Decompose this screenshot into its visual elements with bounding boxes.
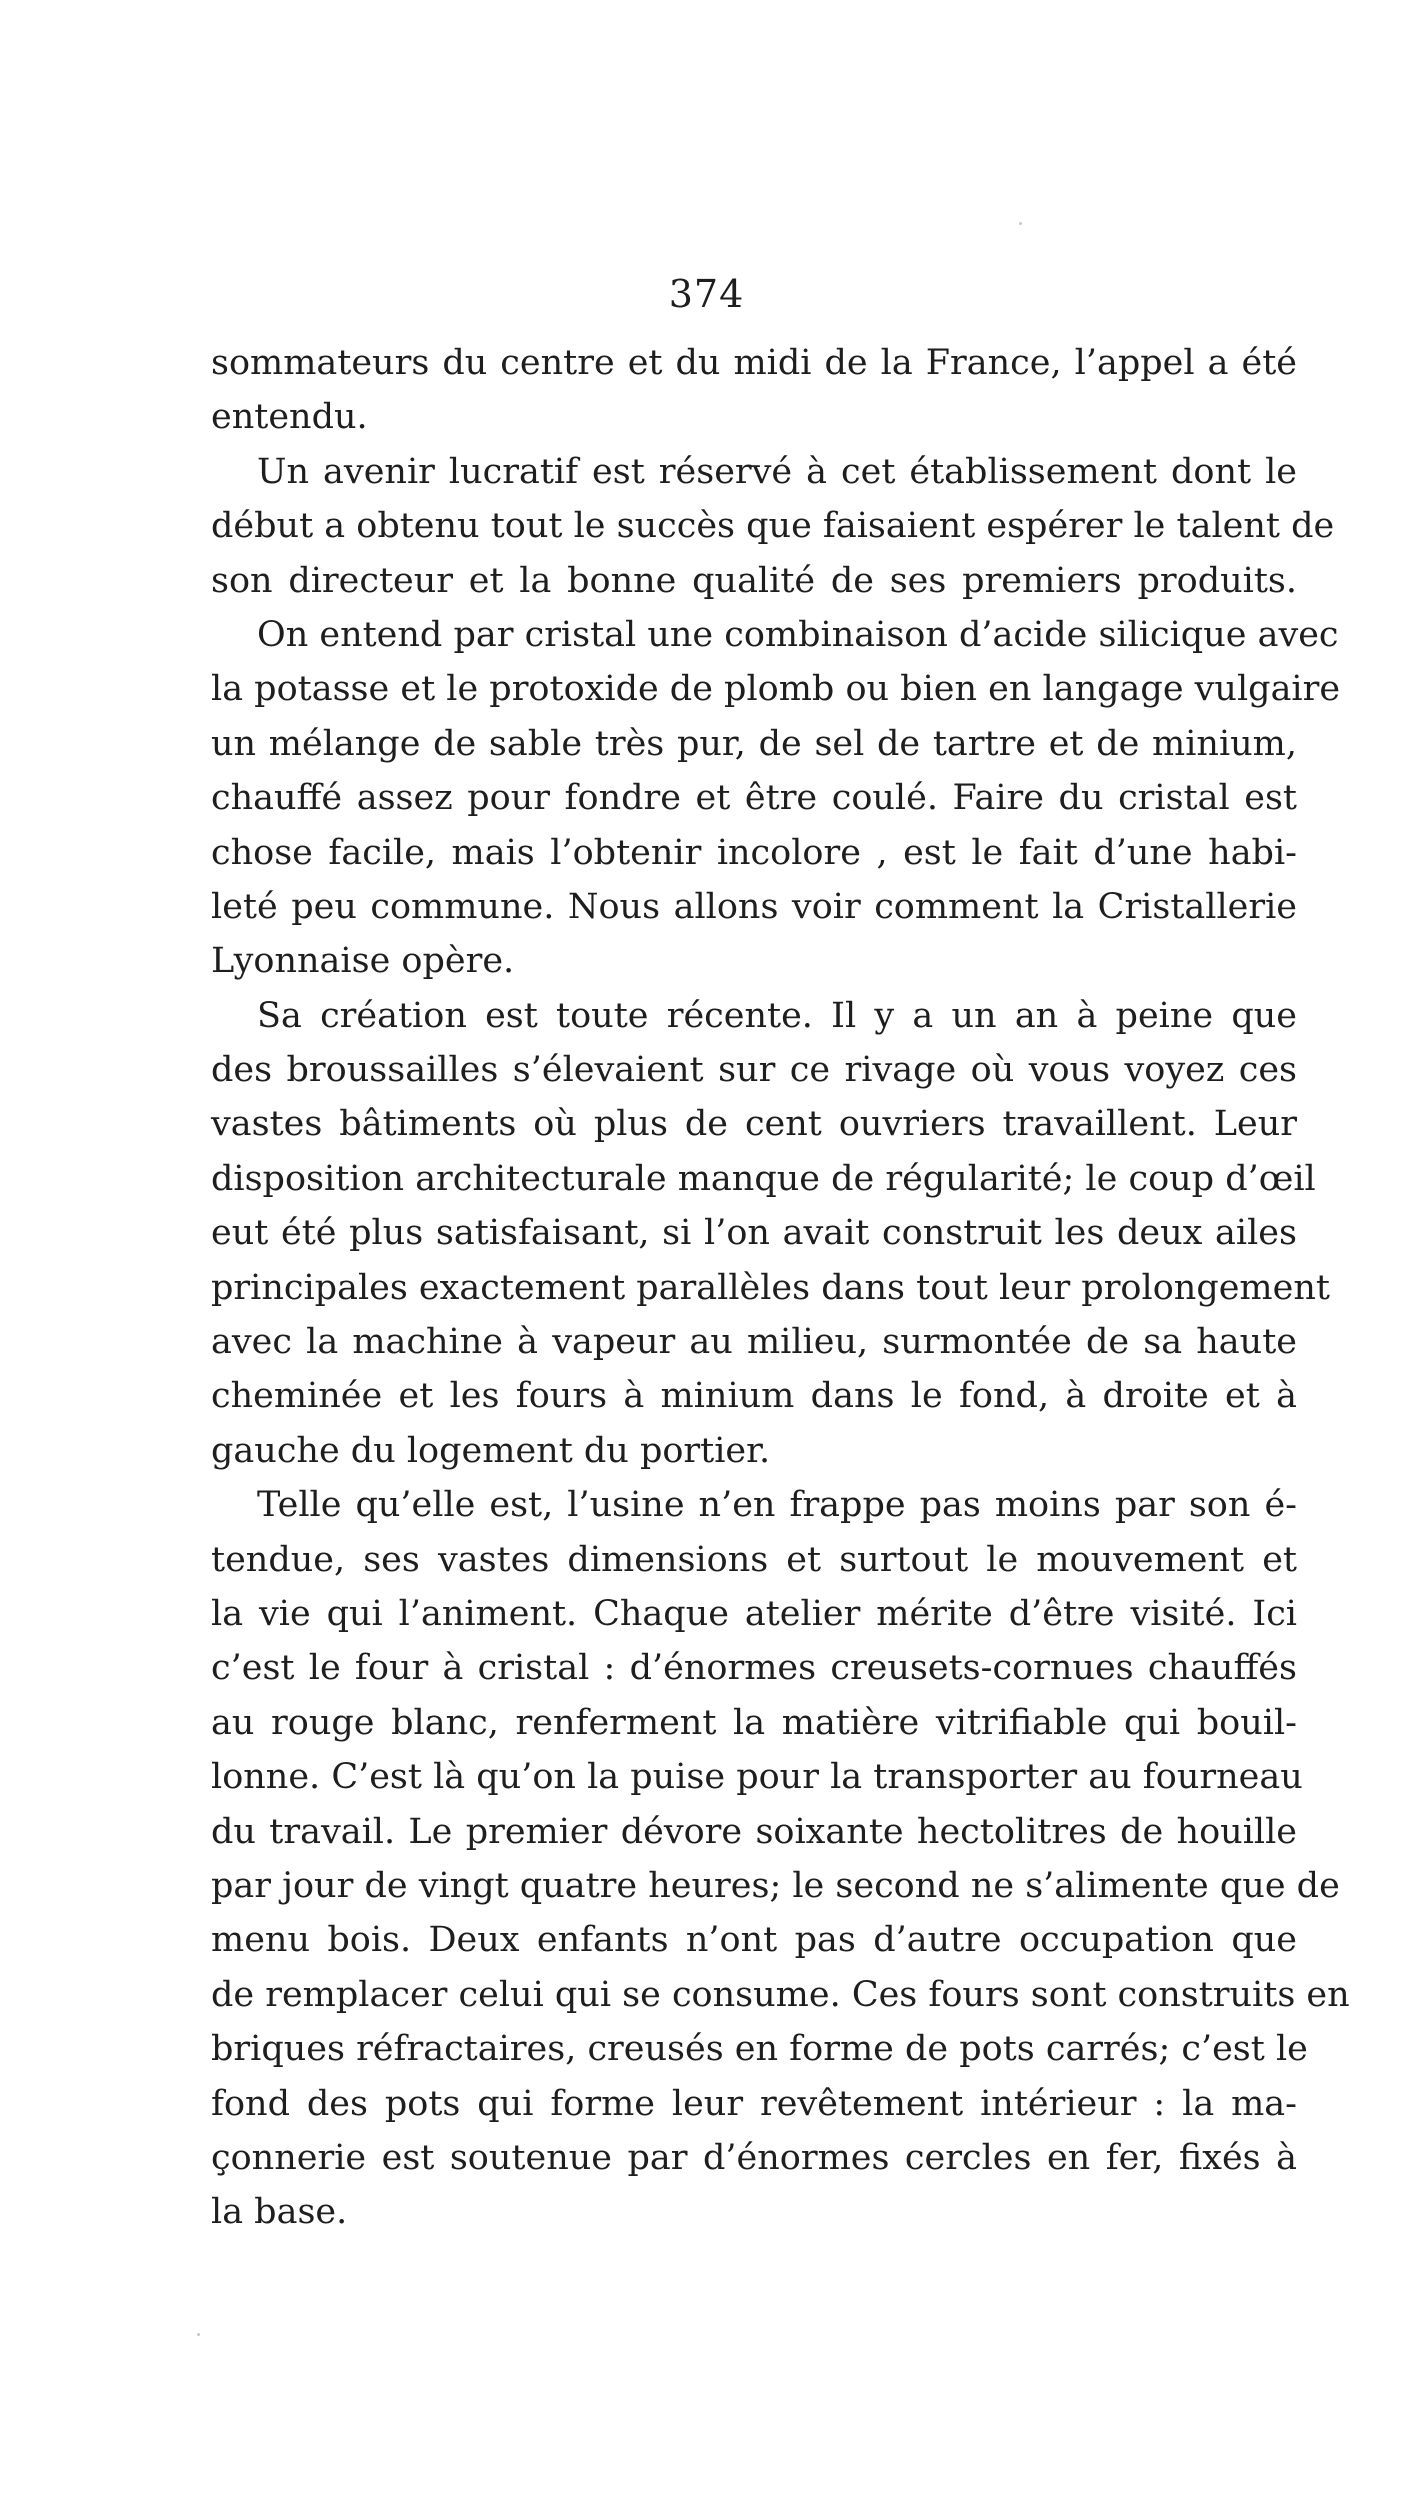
text-line: son directeur et la bonne qualité de ses premiers produits. (211, 560, 1297, 601)
text-line: leté peu commune. Nous allons voir comment la Cristallerie (211, 886, 1297, 927)
text-line: Sa création est toute récente. Il y a un an à peine que (257, 995, 1297, 1036)
text-line: la potasse et le protoxide de plomb ou bien en langage vulgaire (211, 669, 1341, 710)
text-line: Lyonnaise opère. (211, 941, 515, 982)
text-line: du travail. Le premier dévore soixante hectolitres de houille (211, 1811, 1297, 1852)
text-line: On entend par cristal une combinaison d’acide silicique avec (257, 614, 1339, 655)
text-line: vastes bâtiments où plus de cent ouvriers travaillent. Leur (211, 1104, 1297, 1145)
paper-speck-bottom (197, 2333, 200, 2336)
text-line: entendu. (211, 397, 368, 438)
page-number: 374 (668, 272, 745, 316)
text-line: principales exactement parallèles dans tout leur prolongement (211, 1267, 1330, 1308)
paper-speck-top (1019, 222, 1022, 225)
text-line: eut été plus satisfaisant, si l’on avait construit les deux ailes (211, 1213, 1297, 1254)
body-text (211, 336, 1350, 2240)
text-line: çonnerie est soutenue par d’énormes cercles en fer, fixés à (211, 2137, 1297, 2178)
text-line: gauche du logement du portier. (211, 1430, 771, 1471)
text-line: briques réfractaires, creusés en forme de pots carrés; c’est le (211, 2029, 1308, 2070)
text-line: Un avenir lucratif est réservé à cet établissement dont le (257, 451, 1297, 492)
text-line: avec la machine à vapeur au milieu, surmontée de sa haute (211, 1322, 1297, 1363)
text-line: la base. (211, 2192, 348, 2233)
text-line: chauffé assez pour fondre et être coulé. Faire du cristal est (211, 778, 1297, 819)
text-line: disposition architecturale manque de régularité; le coup d’œil (211, 1158, 1316, 1199)
text-line: fond des pots qui forme leur revêtement intérieur : la ma- (211, 2083, 1297, 2124)
text-line: au rouge blanc, renferment la matière vitrifiable qui bouil- (211, 1702, 1297, 1743)
text-line: la vie qui l’animent. Chaque atelier mérite d’être visité. Ici (211, 1593, 1297, 1634)
text-line: Telle qu’elle est, l’usine n’en frappe pas moins par son é- (257, 1485, 1297, 1526)
text-line: menu bois. Deux enfants n’ont pas d’autre occupation que (211, 1920, 1297, 1961)
text-line: début a obtenu tout le succès que faisaient espérer le talent de (211, 506, 1335, 547)
text-line: sommateurs du centre et du midi de la France, l’appel a été (211, 343, 1297, 383)
text-line: par jour de vingt quatre heures; le second ne s’alimente que de (211, 1865, 1340, 1906)
text-line: un mélange de sable très pur, de sel de tartre et de minium, (211, 723, 1297, 764)
text-line: cheminée et les fours à minium dans le fond, à droite et à (211, 1376, 1297, 1417)
text-line: lonne. C’est là qu’on la puise pour la transporter au fourneau (211, 1757, 1303, 1798)
text-line: chose facile, mais l’obtenir incolore , est le fait d’une habi- (211, 832, 1297, 873)
text-line: de remplacer celui qui se consume. Ces fours sont construits en (211, 1974, 1350, 2015)
text-line: c’est le four à cristal : d’énormes creusets-cornues chauffés (211, 1648, 1297, 1689)
text-line: des broussailles s’élevaient sur ce rivage où vous voyez ces (211, 1050, 1297, 1091)
text-line: tendue, ses vastes dimensions et surtout le mouvement et (211, 1539, 1297, 1580)
